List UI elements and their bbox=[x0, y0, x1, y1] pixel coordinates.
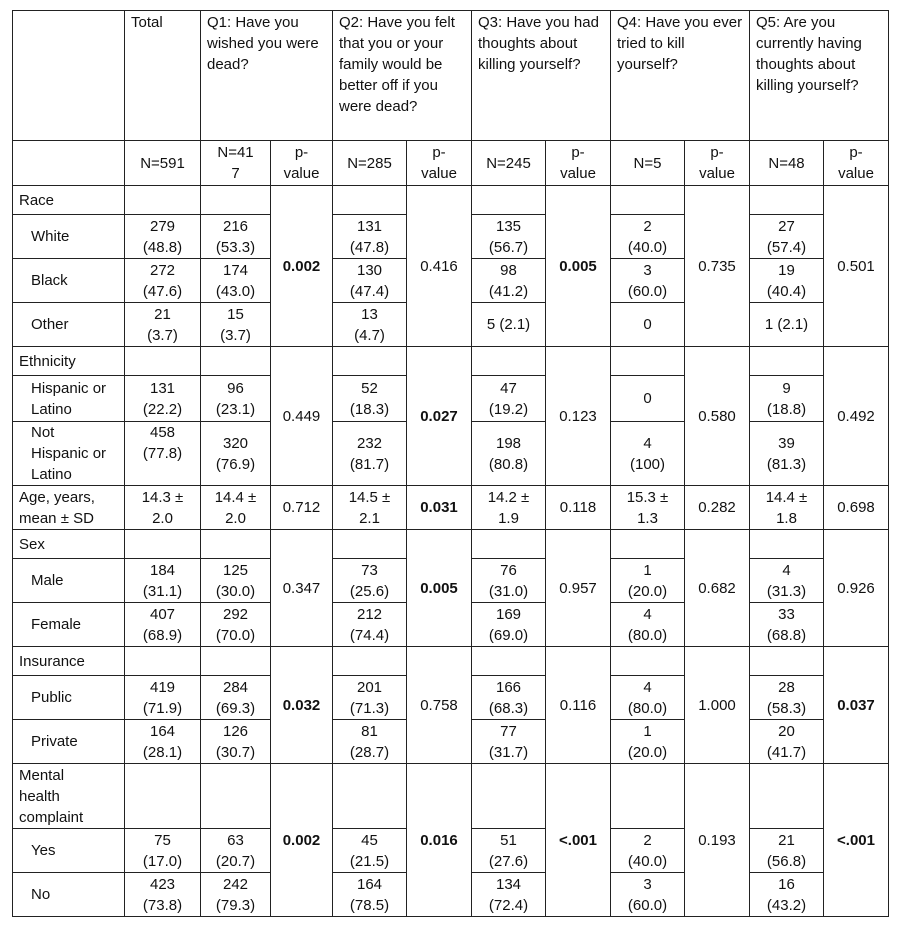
sex-male-q3: 76 (31.0) bbox=[472, 559, 546, 603]
insurance-private-q3: 77 (31.7) bbox=[472, 720, 546, 764]
ethnicity-hispanic-q2: 52 (18.3) bbox=[333, 376, 407, 422]
header-q3: Q3: Have you had thoughts about killing yourself? bbox=[472, 11, 611, 141]
race-white-q5: 27 (57.4) bbox=[750, 215, 824, 259]
race-p-q1: 0.002 bbox=[271, 186, 333, 347]
table-wrapper bbox=[12, 10, 889, 917]
race-black-q4: 3 (60.0) bbox=[611, 259, 685, 303]
mental-label: Mental health complaint bbox=[13, 764, 125, 829]
age-q3: 14.2 ± 1.9 bbox=[472, 486, 546, 530]
race-white-label: White bbox=[13, 215, 125, 259]
race-white-q3: 135 (56.7) bbox=[472, 215, 546, 259]
header-q2: Q2: Have you felt that you or your family would be better off if you were dead? bbox=[333, 11, 472, 141]
race-white-total: 279 (48.8) bbox=[125, 215, 201, 259]
mental-yes-label: Yes bbox=[13, 829, 125, 873]
n-total: N=591 bbox=[125, 141, 201, 186]
results-table bbox=[12, 10, 889, 917]
race-label: Race bbox=[13, 186, 125, 215]
race-other-q4: 0 bbox=[611, 303, 685, 347]
ethnicity-hispanic-total: 131 (22.2) bbox=[125, 376, 201, 422]
ethnicity-p-q3: 0.123 bbox=[546, 347, 611, 486]
insurance-p-q5: 0.037 bbox=[824, 647, 889, 764]
mental-no-q3: 134 (72.4) bbox=[472, 873, 546, 917]
insurance-public-q5: 28 (58.3) bbox=[750, 676, 824, 720]
age-q2: 14.5 ± 2.1 bbox=[333, 486, 407, 530]
sex-male-q1: 125 (30.0) bbox=[201, 559, 271, 603]
sex-female-label: Female bbox=[13, 603, 125, 647]
race-p-q3: 0.005 bbox=[546, 186, 611, 347]
sex-p-q3: 0.957 bbox=[546, 530, 611, 647]
ethnicity-not-hispanic-q2: 232 (81.7) bbox=[333, 422, 407, 486]
race-other-total: 21 (3.7) bbox=[125, 303, 201, 347]
mental-yes-q4: 2 (40.0) bbox=[611, 829, 685, 873]
mental-yes-total: 75 (17.0) bbox=[125, 829, 201, 873]
sex-female-q5: 33 (68.8) bbox=[750, 603, 824, 647]
ethnicity-hispanic-q1: 96 (23.1) bbox=[201, 376, 271, 422]
insurance-p-q2: 0.758 bbox=[407, 647, 472, 764]
race-black-total: 272 (47.6) bbox=[125, 259, 201, 303]
n-q5: N=48 bbox=[750, 141, 824, 186]
ethnicity-not-hispanic-q1: 320 (76.9) bbox=[201, 422, 271, 486]
age-p-q2: 0.031 bbox=[407, 486, 472, 530]
race-other-q5: 1 (2.1) bbox=[750, 303, 824, 347]
ethnicity-hispanic-q4: 0 bbox=[611, 376, 685, 422]
ethnicity-not-hispanic-q5: 39 (81.3) bbox=[750, 422, 824, 486]
n-row bbox=[13, 141, 889, 186]
race-other-q3: 5 (2.1) bbox=[472, 303, 546, 347]
ethnicity-hispanic-q3: 47 (19.2) bbox=[472, 376, 546, 422]
ethnicity-label: Ethnicity bbox=[13, 347, 125, 376]
n-q2: N=285 bbox=[333, 141, 407, 186]
mental-yes-q2: 45 (21.5) bbox=[333, 829, 407, 873]
ethnicity-not-hispanic-label: Not Hispanic or Latino bbox=[13, 422, 125, 486]
age-p-q3: 0.118 bbox=[546, 486, 611, 530]
sex-male-q4: 1 (20.0) bbox=[611, 559, 685, 603]
ethnicity-hispanic-label: Hispanic or Latino bbox=[13, 376, 125, 422]
insurance-private-q4: 1 (20.0) bbox=[611, 720, 685, 764]
sex-female-total: 407 (68.9) bbox=[125, 603, 201, 647]
insurance-private-label: Private bbox=[13, 720, 125, 764]
insurance-public-label: Public bbox=[13, 676, 125, 720]
sex-male-q5: 4 (31.3) bbox=[750, 559, 824, 603]
sex-female-q2: 212 (74.4) bbox=[333, 603, 407, 647]
mental-p-q1: 0.002 bbox=[271, 764, 333, 917]
mental-no-q5: 16 (43.2) bbox=[750, 873, 824, 917]
age-q1: 14.4 ± 2.0 bbox=[201, 486, 271, 530]
age-label: Age, years, mean ± SD bbox=[13, 486, 125, 530]
pvalue-header-q4: p- value bbox=[685, 141, 750, 186]
ethnicity-header-row bbox=[13, 347, 889, 376]
age-q5: 14.4 ± 1.8 bbox=[750, 486, 824, 530]
ethnicity-not-hispanic-total: 458 (77.8) bbox=[125, 422, 201, 486]
header-q5: Q5: Are you currently having thoughts about killing yourself? bbox=[750, 11, 889, 141]
race-p-q5: 0.501 bbox=[824, 186, 889, 347]
pvalue-header-q2: p- value bbox=[407, 141, 472, 186]
mental-p-q3: <.001 bbox=[546, 764, 611, 917]
ethnicity-not-hispanic-q4: 4 (100) bbox=[611, 422, 685, 486]
sex-male-label: Male bbox=[13, 559, 125, 603]
header-blank bbox=[13, 11, 125, 141]
sex-male-total: 184 (31.1) bbox=[125, 559, 201, 603]
header-row bbox=[13, 11, 889, 141]
race-white-q2: 131 (47.8) bbox=[333, 215, 407, 259]
mental-no-label: No bbox=[13, 873, 125, 917]
age-total: 14.3 ± 2.0 bbox=[125, 486, 201, 530]
header-q4: Q4: Have you ever tried to kill yourself? bbox=[611, 11, 750, 141]
age-p-q4: 0.282 bbox=[685, 486, 750, 530]
insurance-public-q4: 4 (80.0) bbox=[611, 676, 685, 720]
mental-no-q1: 242 (79.3) bbox=[201, 873, 271, 917]
mental-p-q5: <.001 bbox=[824, 764, 889, 917]
sex-p-q1: 0.347 bbox=[271, 530, 333, 647]
mental-yes-q3: 51 (27.6) bbox=[472, 829, 546, 873]
sex-p-q4: 0.682 bbox=[685, 530, 750, 647]
race-black-q2: 130 (47.4) bbox=[333, 259, 407, 303]
age-p-q5: 0.698 bbox=[824, 486, 889, 530]
mental-p-q2: 0.016 bbox=[407, 764, 472, 917]
race-other-q2: 13 (4.7) bbox=[333, 303, 407, 347]
n-q3: N=245 bbox=[472, 141, 546, 186]
race-other-q1: 15 (3.7) bbox=[201, 303, 271, 347]
insurance-public-q3: 166 (68.3) bbox=[472, 676, 546, 720]
header-q1: Q1: Have you wished you were dead? bbox=[201, 11, 333, 141]
insurance-public-q1: 284 (69.3) bbox=[201, 676, 271, 720]
sex-female-q1: 292 (70.0) bbox=[201, 603, 271, 647]
pvalue-header-q1: p- value bbox=[271, 141, 333, 186]
insurance-p-q3: 0.116 bbox=[546, 647, 611, 764]
race-other-label: Other bbox=[13, 303, 125, 347]
race-p-q2: 0.416 bbox=[407, 186, 472, 347]
insurance-private-q2: 81 (28.7) bbox=[333, 720, 407, 764]
insurance-private-q5: 20 (41.7) bbox=[750, 720, 824, 764]
insurance-public-total: 419 (71.9) bbox=[125, 676, 201, 720]
pvalue-header-q5: p- value bbox=[824, 141, 889, 186]
insurance-private-q1: 126 (30.7) bbox=[201, 720, 271, 764]
sex-p-q2: 0.005 bbox=[407, 530, 472, 647]
race-white-q1: 216 (53.3) bbox=[201, 215, 271, 259]
mental-p-q4: 0.193 bbox=[685, 764, 750, 917]
sex-header-row bbox=[13, 530, 889, 559]
insurance-public-q2: 201 (71.3) bbox=[333, 676, 407, 720]
age-row bbox=[13, 486, 889, 530]
insurance-header-row bbox=[13, 647, 889, 676]
sex-p-q5: 0.926 bbox=[824, 530, 889, 647]
n-q4: N=5 bbox=[611, 141, 685, 186]
insurance-label: Insurance bbox=[13, 647, 125, 676]
ethnicity-p-q5: 0.492 bbox=[824, 347, 889, 486]
sex-male-q2: 73 (25.6) bbox=[333, 559, 407, 603]
mental-no-q4: 3 (60.0) bbox=[611, 873, 685, 917]
race-white-q4: 2 (40.0) bbox=[611, 215, 685, 259]
mental-yes-q5: 21 (56.8) bbox=[750, 829, 824, 873]
n-row-blank bbox=[13, 141, 125, 186]
mental-header-row bbox=[13, 764, 889, 829]
ethnicity-hispanic-q5: 9 (18.8) bbox=[750, 376, 824, 422]
ethnicity-not-hispanic-q3: 198 (80.8) bbox=[472, 422, 546, 486]
sex-female-q3: 169 (69.0) bbox=[472, 603, 546, 647]
sex-label: Sex bbox=[13, 530, 125, 559]
race-black-q5: 19 (40.4) bbox=[750, 259, 824, 303]
insurance-private-total: 164 (28.1) bbox=[125, 720, 201, 764]
race-header-row bbox=[13, 186, 889, 215]
race-black-label: Black bbox=[13, 259, 125, 303]
ethnicity-p-q4: 0.580 bbox=[685, 347, 750, 486]
header-total: Total bbox=[125, 11, 201, 141]
age-q4: 15.3 ± 1.3 bbox=[611, 486, 685, 530]
mental-no-q2: 164 (78.5) bbox=[333, 873, 407, 917]
insurance-p-q4: 1.000 bbox=[685, 647, 750, 764]
pvalue-header-q3: p- value bbox=[546, 141, 611, 186]
ethnicity-p-q1: 0.449 bbox=[271, 347, 333, 486]
sex-female-q4: 4 (80.0) bbox=[611, 603, 685, 647]
race-black-q3: 98 (41.2) bbox=[472, 259, 546, 303]
ethnicity-p-q2: 0.027 bbox=[407, 347, 472, 486]
mental-no-total: 423 (73.8) bbox=[125, 873, 201, 917]
mental-yes-q1: 63 (20.7) bbox=[201, 829, 271, 873]
race-p-q4: 0.735 bbox=[685, 186, 750, 347]
insurance-p-q1: 0.032 bbox=[271, 647, 333, 764]
n-q1: N=41 7 bbox=[201, 141, 271, 186]
race-black-q1: 174 (43.0) bbox=[201, 259, 271, 303]
age-p-q1: 0.712 bbox=[271, 486, 333, 530]
